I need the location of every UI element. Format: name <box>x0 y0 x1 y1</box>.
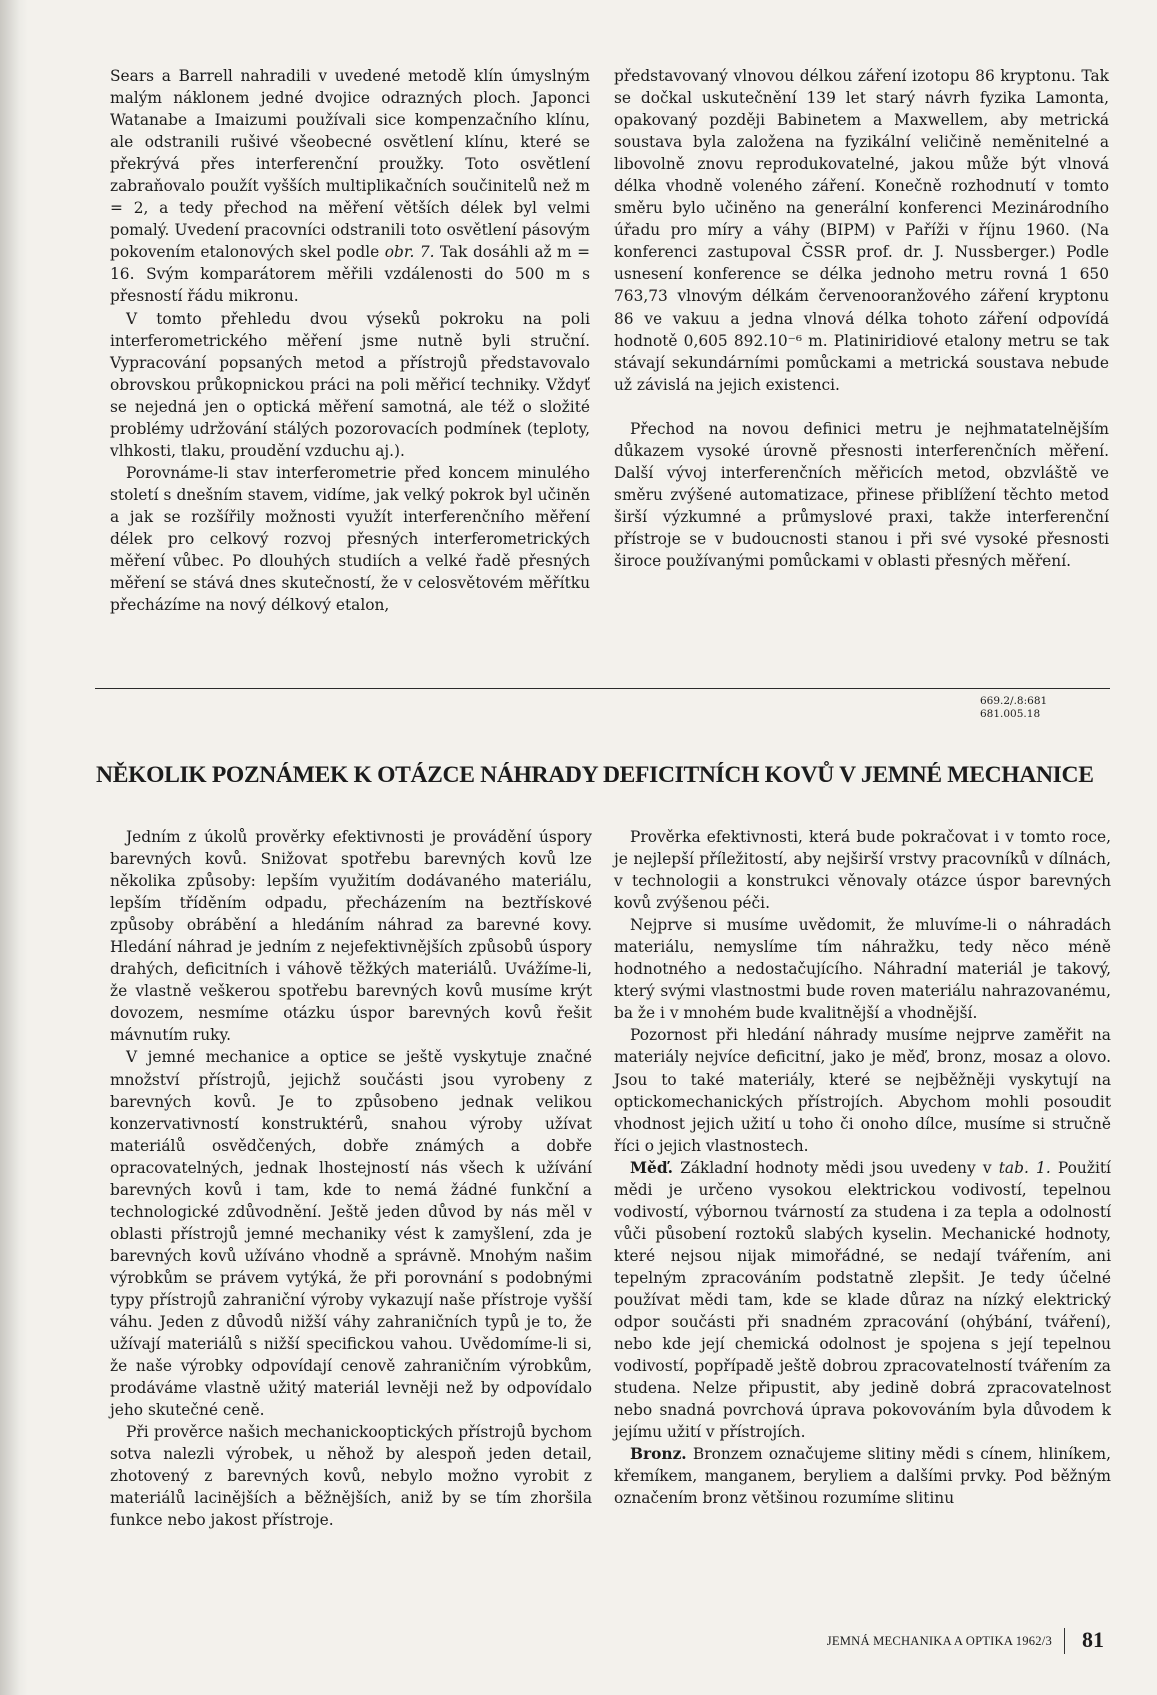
article-title: NĚKOLIK POZNÁMEK K OTÁZCE NÁHRADY DEFICITNÍCH KOVŮ V JEMNÉ MECHANICE <box>96 762 1094 788</box>
previous-article-column-right <box>614 65 1109 572</box>
section-heading-copper: Měď. <box>630 1158 673 1177</box>
binding-shadow <box>0 0 28 1695</box>
paragraph-copper: Měď. Základní hodnoty mědi jsou uvedeny v tab. 1. Použití mědi je určeno vysokou elektrickou vodivostí, tepelnou vodivostí, výbornou tvárností za studena i za tepla a odolností vůči působení roztoků slabých kyselin. Mechanické hodnoty, které nejsou nijak mimořádné, se nedají tvářením, ani tepelným zpracováním podstatně zlepšit. Je tedy účelné používat mědi tam, kde se klade důraz na nízký elektrický odpor součásti při snadném zpracování (ohýbání, tváření), nebo kde její chemická odolnost je spojena s její tepelnou vodivostí, popřípadě ještě dobrou zpracovatelností tvářením za studena. Nelze připustit, aby jedině dobrá zpracovatelnost nebo snadná povrchová úprava pokovováním byla důvodem k jejímu užití v přístrojích. <box>614 1158 1111 1442</box>
paragraph: V jemné mechanice a optice se ještě vyskytuje značné množství přístrojů, jejichž součásti jsou vyrobeny z barevných kovů. Je to způsobeno jednak velikou konzervativností konstruktérů, snahou výroby užívat materiálů osvědčených, dobře známých a dobře opracovatelných, jednak lhostejností nás všech k užívání barevných kovů i tam, kde to nemá žádné funkční a technologické zdůvodnění. Ještě jeden důvod by nás měl v oblasti přístrojů jemné mechaniky vést k zamyšlení, zda je barevných kovů užíváno vhodně a správně. Mnohým našim výrobkům se právem vytýká, že při porovnání s podobnými typy přístrojů zahraniční výroby vykazují naše přístroje vyšší váhu. Jeden z důvodů nižší váhy zahraničních typů je to, že užívají materiálů s nižší specifickou vahou. Uvědomíme-li si, že naše výrobky odpovídají cenově zahraničním výrobkům, prodáváme vlastně užitý materiál levněji než by odpovídalo jeho skutečné ceně. <box>110 1048 592 1420</box>
paragraph: Sears a Barrell nahradili v uvedené metodě klín úmyslným malým náklonem jedné dvojice odrazných ploch. Japonci Watanabe a Imaizumi používali sice kompenzačního klínu, ale odstranili rušivé všeobecné osvětlení klínu, které se překrývá přes interferenční proužky. Toto osvětlení zabraňovalo použít vyšších multiplikačních součinitelů než m = 2, a tedy přechod na měření větších délek byl velmi pomalý. Uvedení pracovníci odstranili toto osvětlení pásovým pokovením etalonových skel podle obr. 7. Tak dosáhli až m = 16. Svým komparátorem měřili vzdálenosti do 500 m s přesností řádu mikronu. <box>110 67 590 306</box>
paragraph: Nejprve si musíme uvědomit, že mluvíme-li o náhradách materiálu, nemyslíme tím náhražku, tedy něco méně hodnotného a nedostačujícího. Náhradní materiál je takový, který svými vlastnostmi bude roven materiálu nahrazovanému, ba že i v mnohém bude kvalitnější a vhodnější. <box>614 916 1111 1023</box>
previous-article-column-left <box>110 65 590 616</box>
udc-line: 681.005.18 <box>980 708 1041 720</box>
paragraph: představovaný vlnovou délkou záření izotopu 86 kryptonu. Tak se dočkal uskutečnění 139 let starý návrh fyzika Lamonta, opakovaný později Babinetem a Maxwellem, aby metrická soustava byla založena na fyzikální veličině neměnitelné a libovolně znovu reprodukovatelné, jakou může být vlnová délka vhodně voleného záření. Konečně rozhodnutí v tomto směru bylo učiněno na generální konferenci Mezinárodního úřadu pro míry a váhy (BIPM) v Paříži v říjnu 1960. (Na konferenci zastupoval ČSSR prof. dr. J. Nussberger.) Podle usnesení konference se délka jednoho metru rovná 1 650 763,73 vlnovým délkám červenooranžového záření kryptonu 86 ve vakuu a jedna vlnová délka tohoto záření odpovídá hodnotě 0,605 892.10⁻⁶ m. Platiniridiové etalony metru se tak stávají sekundárními pomůckami a metrická soustava nebude už závislá na jejich existenci. <box>614 67 1109 394</box>
udc-classification <box>980 695 1100 721</box>
paragraph: Přechod na novou definici metru je nejhmatatelnějším důkazem vysoké úrovně přesnosti interferenčních měření. Další vývoj interferenčních měřicích metod, obzvláště ve směru zvýšené automatizace, přinese přiblížení těchto metod širší výzkumné a průmyslové praxi, takže interferenční přístroje se v budoucnosti stanou i při své vysoké přesnosti široce používanými pomůckami v oblasti přesných měření. <box>614 419 1109 570</box>
article-column-right <box>614 826 1111 1509</box>
footer-separator <box>1064 1628 1065 1654</box>
figure-reference: obr. 7. <box>384 243 435 262</box>
page-number: 81 <box>1082 1627 1104 1652</box>
udc-line: 669.2/.8:681 <box>980 695 1048 707</box>
paragraph: Při prověrce našich mechanickooptických přístrojů bychom sotva nalezli výrobek, u něhož by alespoň jeden detail, zhotovený z barevných kovů, nebylo možno vyrobit z materiálů lacinějších a běžnějších, aniž by se tím zhoršila funkce nebo jakost přístroje. <box>110 1423 592 1530</box>
article-column-left <box>110 826 592 1532</box>
section-heading-bronze: Bronz. <box>630 1445 687 1464</box>
paragraph: V tomto přehledu dvou výseků pokroku na poli interferometrického měření jsme nutně byli struční. Vypracování popsaných metod a přístrojů představovalo obrovskou průkopnickou práci na poli měřicí techniky. Vždyť se nejedná jen o optická měření samotná, ale též o složité problémy udržování stálých pozorovacích podmínek (teploty, vlhkosti, tlaku, proudění vzduchu aj.). <box>110 309 590 460</box>
paragraph: Porovnáme-li stav interferometrie před koncem minulého století s dnešním stavem, vidíme, jak velký pokrok byl učiněn a jak se rozšířily možnosti využít interferenčního měření délek pro celkový rozvoj přesných interferometrických měření vůbec. Po dlouhých studiích a velké řadě přesných měření se stává dnes skutečností, že v celosvětovém měřítku přecházíme na nový délkový etalon, <box>110 463 590 615</box>
table-reference: tab. 1. <box>998 1158 1051 1177</box>
paragraph-bronze: Bronz. Bronzem označujeme slitiny mědi s cínem, hliníkem, křemíkem, manganem, beryliem a dalšími prvky. Pod běžným označením bronz většinou rozumíme slitinu <box>614 1445 1111 1508</box>
article-divider <box>95 688 1110 689</box>
paragraph: Prověrka efektivnosti, která bude pokračovat i v tomto roce, je nejlepší příležitostí, aby nejširší vrstvy pracovníků v dílnách, v technologii a konstrukci věnovaly otázce úspor barevných kovů zvýšenou péči. <box>614 828 1111 913</box>
page-footer <box>790 1624 1110 1658</box>
paragraph: Jedním z úkolů prověrky efektivnosti je provádění úspory barevných kovů. Snižovat spotřebu barevných kovů lze několika způsoby: lepším využitím dodávaného materiálu, lepším tříděním odpadu, přecházením na beztřískové způsoby obrábění a hledáním náhrad za barevné kovy. Hledání náhrad je jedním z nejefektivnějších způsobů úspory drahých, deficitních i váhově těžkých materiálů. Uvážíme-li, že vlastně veškerou spotřebu barevných kovů musíme krýt dovozem, nesmíme otázku úspor barevných kovů řešit mávnutím ruky. <box>110 828 592 1045</box>
paragraph: Pozornost při hledání náhrady musíme nejprve zaměřit na materiály nejvíce deficitní, jako je měď, bronz, mosaz a olovo. Jsou to také materiály, které se nejběžněji vyskytují na optickomechanických přístrojích. Abychom mohli posoudit vhodnost jejich užití u toho či onoho dílce, musíme si stručně říci o jejich vlastnostech. <box>614 1026 1111 1155</box>
journal-name: JEMNÁ MECHANIKA A OPTIKA 1962/3 <box>826 1634 1052 1648</box>
